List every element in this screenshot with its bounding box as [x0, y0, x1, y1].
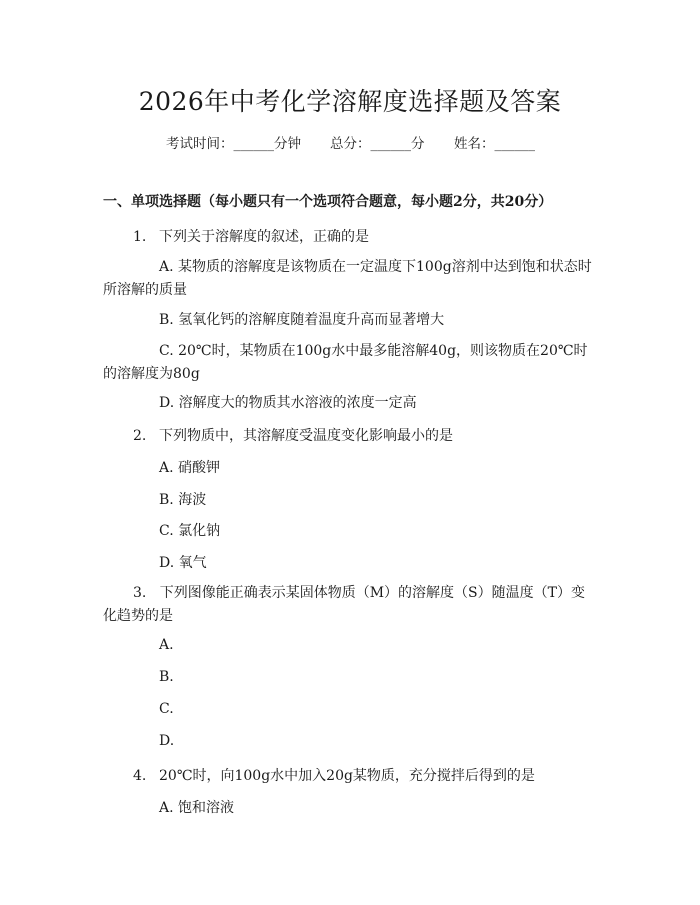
q4-option-a: A. 饱和溶液: [159, 800, 235, 816]
q3-option-a: A.: [159, 637, 174, 653]
question-1: [133, 226, 369, 246]
section-heading-single-choice: 一、单项选择题（每小题只有一个选项符合题意，每小题2分，共20分）: [103, 194, 553, 210]
question-2: [133, 425, 453, 445]
question-number: 3.: [133, 585, 147, 601]
question-number: 1.: [133, 229, 147, 245]
question-text: 下列图像能正确表示某固体物质（M）的溶解度（S）随温度（T）变化趋势的是: [103, 585, 585, 624]
name-field: 姓名：______: [454, 136, 535, 152]
q3-option-b: B.: [159, 669, 174, 685]
q2-option-c: C. 氯化钠: [159, 523, 221, 539]
q3-option-d: D.: [159, 733, 175, 749]
q2-option-a: A. 硝酸钾: [159, 460, 221, 476]
q1-option-b: B. 氢氧化钙的溶解度随着温度升高而显著增大: [159, 312, 445, 328]
exam-time-field: 考试时间：______分钟: [166, 136, 301, 152]
question-text: 下列关于溶解度的叙述，正确的是: [159, 229, 369, 245]
question-number: 2.: [133, 428, 147, 444]
q1-option-d: D. 溶解度大的物质其水溶液的浓度一定高: [159, 395, 417, 411]
page-title: 2026年中考化学溶解度选择题及答案: [138, 87, 562, 116]
question-text: 20℃时，向100g水中加入20g某物质，充分搅拌后得到的是: [159, 768, 535, 784]
q3-option-c: C.: [159, 701, 174, 717]
question-number: 4.: [133, 768, 147, 784]
q1-option-a: A. 某物质的溶解度是该物质在一定温度下100g溶剂中达到饱和状态时所溶解的质量: [103, 259, 592, 298]
question-3: [103, 582, 598, 628]
q2-option-b: B. 海波: [159, 492, 207, 508]
question-text: 下列物质中，其溶解度受温度变化影响最小的是: [159, 428, 453, 444]
question-4: [133, 765, 535, 785]
q2-option-d: D. 氧气: [159, 555, 207, 571]
total-score-field: 总分：______分: [330, 136, 425, 152]
q1-option-c: C. 20℃时，某物质在100g水中最多能溶解40g，则该物质在20℃时的溶解度为80g: [103, 343, 588, 382]
